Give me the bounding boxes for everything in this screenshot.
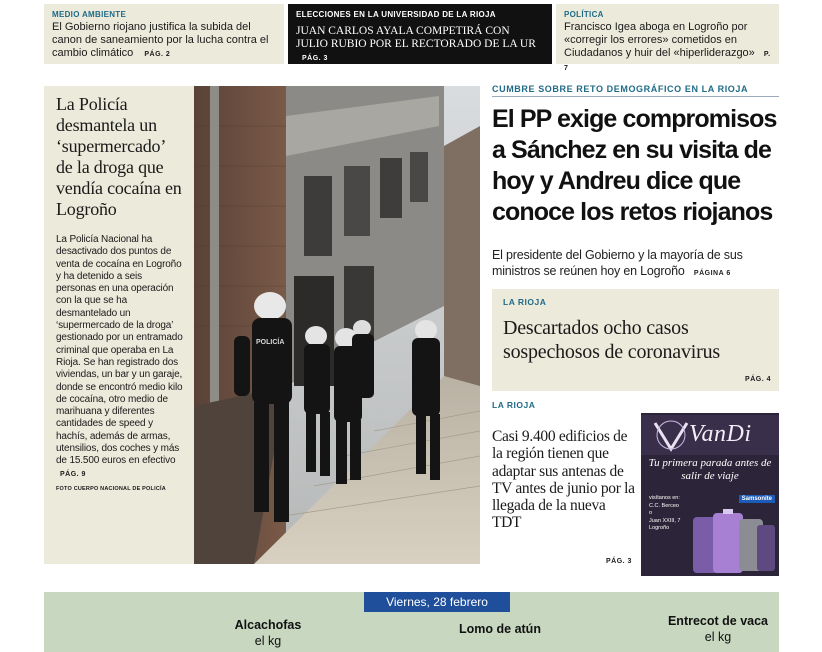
photo-illustration: [194, 86, 480, 564]
teaser-text: JUAN CARLOS AYALA COMPETIRÁ CON JULIO RUBIO POR EL RECTORADO DE LA UR PÁG. 3: [296, 25, 536, 62]
teaser-medio-ambiente[interactable]: [44, 4, 284, 64]
ad-brand-name: VanDi: [689, 421, 752, 447]
main-story-headline[interactable]: El PP exige compromisos a Sánchez en su visita de hoy y Andreu dice que conoce los retos riojanos: [492, 105, 777, 226]
suitcase-icon: [691, 509, 779, 576]
vest-label: POLICÍA: [256, 339, 285, 346]
ad-address: visítanos en: C.C. Berceo o Juan XXIII, 7 Logroño: [649, 495, 681, 531]
story-page-ref: PÁG. 9: [60, 470, 86, 478]
story-page-ref: PÁG. 4: [745, 376, 771, 383]
teaser-politica[interactable]: [556, 4, 779, 72]
teaser-page-ref: PÁG. 3: [302, 55, 328, 62]
tdt-story-headline[interactable]: Casi 9.400 edificios de la región tienen que adaptar sus antenas de TV antes de junio por la llegada de la nueva TDT: [492, 428, 635, 532]
main-story-summary: El presidente del Gobierno y la mayoría de sus ministros se reúnen hoy en Logroño PÁGINA 6: [492, 248, 743, 278]
teaser-kicker: MEDIO AMBIENTE: [52, 10, 127, 19]
main-story-kicker: CUMBRE SOBRE RETO DEMOGRÁFICO EN LA RIOJA: [492, 84, 779, 97]
ad-partner-logo: Samsonite: [739, 495, 775, 503]
promo-date-badge: Viernes, 28 febrero: [364, 592, 510, 612]
promo-item-entrecot[interactable]: Entrecot de vaca el kg: [667, 614, 769, 644]
teaser-page-ref: P. 7: [564, 51, 771, 72]
promo-item-alcachofas[interactable]: Alcachofas el kg: [234, 618, 302, 648]
story-coronavirus[interactable]: [492, 289, 779, 391]
photo-credit: FOTO CUERPO NACIONAL DE POLICÍA: [56, 485, 166, 492]
story-body: La Policía Nacional ha desactivado dos puntos de venta de cocaína en Logroño y ha detenido a seis personas en una operación con la que se ha desmantelado un ‘supermercado de la droga’ gestionado por un entramado criminal que operaba en La Rioja. Se han registrado dos viviendas, un bar y un garaje, donde se encontró medio kilo de cocaína, otro medio de marihuana y diferentes cantidades de speed y hachís, además de armas, utensilios, dos coches y más de 15.500 euros en efectivo PÁG. 9: [56, 234, 183, 478]
ad-tagline: Tu primera parada antes de salir de viaje: [648, 457, 772, 482]
story-headline: La Policía desmantela un ‘supermercado’ de la droga que vendía cocaína en Logroño: [56, 94, 182, 219]
teaser-kicker: ELECCIONES EN LA UNIVERSIDAD DE LA RIOJA: [296, 10, 496, 19]
tdt-story-page-ref: PÁG. 3: [606, 558, 632, 565]
advertisement-vandi[interactable]: [641, 413, 779, 576]
teaser-elecciones-universidad[interactable]: [288, 4, 552, 64]
teaser-kicker: POLÍTICA: [564, 10, 604, 19]
news-photo-police-raid: [194, 86, 480, 564]
tdt-story-kicker: LA RIOJA: [492, 400, 536, 410]
story-headline: Descartados ocho casos sospechosos de coronavirus: [503, 317, 720, 363]
promo-item-lomo-atun[interactable]: Lomo de atún: [459, 622, 541, 636]
teaser-page-ref: PÁG. 2: [144, 51, 171, 58]
teaser-text: El Gobierno riojano justifica la subida del canon de saneamiento por la lucha contra el cambio climático PÁG. 2: [52, 21, 269, 59]
story-kicker: LA RIOJA: [503, 297, 547, 307]
story-police-drug-bust[interactable]: [44, 86, 194, 564]
teaser-text: Francisco Igea aboga en Logroño por «corregir los errores» cometidos en Ciudadanos y huir del «hiperliderazgo» P. 7: [564, 21, 771, 72]
main-story-page-ref: PÁGINA 6: [693, 270, 731, 277]
